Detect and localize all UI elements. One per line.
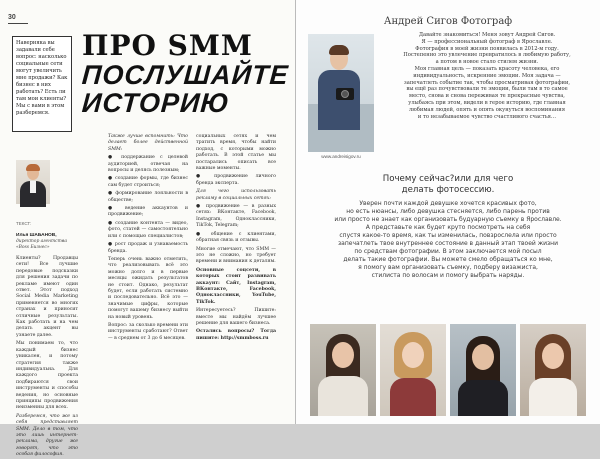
paragraph: социальных сетях и чем тратить время, чтобы найти подход, с которыми можно работать. В этой статье мы постарались описать все важные моменты. — [196, 134, 276, 172]
portfolio-photo — [520, 324, 586, 416]
heading-line: делать фотосессию. — [401, 185, 495, 195]
portfolio-photo — [310, 324, 376, 416]
list-item: ● общение с клиентами, обратная связь и отзывы. — [196, 231, 276, 244]
intro-line: Постепенно это увлечение превратилось в любимую работу, — [403, 52, 571, 59]
page-number-rule — [8, 23, 28, 24]
paragraph: Основные соцсети, в которых стоит развивать аккаунт: Сайт, Instagram, ВКонтакте, Facebook, Одноклассники, YouTube, TikTok. — [196, 267, 276, 305]
paragraph: Многие отмечают, что SMM — это не сложно, но требует времени и внимания к деталям. — [196, 246, 276, 265]
paragraph: Интересуетесь? Пишите: вместе мы найдём лучшее решение для вашего бизнеса. — [196, 308, 276, 326]
body-line: Уверен почти каждой девушке хочется красивых фото, — [359, 200, 537, 207]
intro-line: Фотография в моей жизни появилась в 2012-м году. — [415, 45, 559, 52]
intro-line: запечатлеть событие так, чтобы просматривая фотографии, — [403, 79, 571, 86]
paragraph: Разберемся, что же из себя представляет SMM. Дело в том, что это лишь интернет-реклама, другие же говорят, что это особая философия. — [16, 413, 78, 458]
intro-line: любимая людей, опять и опять окунуться воспоминания — [409, 106, 565, 113]
paragraph: Клиенты? Продавцы сети! Все лучшие передовые подсказки для решения задачи по рекламе имеют один ответ. Этот подход Social Media Marketing применяется во многих странах и приносит отличные результаты. Как работать и на чем делать акцент вы узнаете далее. — [16, 256, 78, 338]
body-line: спустя какое-то время, как ты изменилась, повзрослела или просто — [339, 232, 557, 239]
contact-line: Остались вопросы? Тогда пишите: http://smmboss.ru — [196, 329, 276, 341]
list-item: ● поддержание с целевой аудиторией, отвечая на вопросы и делясь полезным; — [108, 155, 188, 174]
right-page — [296, 0, 600, 424]
intro-line: место, снова и снова переживая те прекрасные чувства, — [409, 93, 565, 100]
author-photo — [16, 160, 50, 204]
left-page — [0, 0, 296, 458]
list-item: ● рост продаж и узнаваемость бренда. — [108, 242, 188, 254]
list-item: ● формирование лояльности в обществе; — [108, 191, 188, 203]
section-heading — [306, 174, 590, 196]
body-line: или просто не знает как организовать будуарную съемку в Ярославле. — [334, 216, 562, 223]
portfolio-photo — [450, 324, 516, 416]
article-column-3 — [196, 134, 276, 416]
page-number: 30 — [8, 14, 16, 21]
intro-line: вы ещё раз почувствовали те эмоции, были там в то самое — [406, 86, 568, 93]
author-name: Илья ШАБАНОВ, — [16, 233, 57, 238]
list-item: ● ведение аккаунтов и продвижение; — [108, 206, 188, 218]
author-label: ТЕКСТ: — [16, 221, 32, 226]
intro-line: Я — профессиональный фотограф в Ярославле. — [421, 38, 553, 45]
intro-line: индивидуальность, искренние эмоции. Моя задача — — [413, 72, 561, 79]
body-line: запечатлеть твое внутреннее состояние в данный этап твоей жизни — [337, 240, 559, 247]
intro-text — [382, 32, 592, 120]
list-item: ● создание контента — видео, фото, статей — самостоятельно или с помощью специалистов; — [108, 220, 188, 239]
portfolio-photo — [380, 324, 446, 416]
portfolio-gallery — [310, 324, 588, 416]
paragraph: Также лучше вспомнить: Что делает более действенной SMM: — [108, 134, 188, 152]
body-line: А представьте как будет круто посмотреть на себя — [365, 224, 531, 231]
body-line: делать такие фотографии. Вы можете смело обращаться ко мне, — [343, 256, 553, 263]
lead-box: Наверняка вы задавали себе вопрос: насколько социальные сети могут увеличить мне продажи? Как бизнес в них работать? Есть ли там мои клиенты? Мы с вами в этом разберемся. — [12, 36, 72, 132]
list-item: ● продвижение — в разных сетях: ВКонтакте, Facebook, Instagram, Одноклассники, TikTok, Telegram; — [196, 204, 276, 229]
paragraph: Для чего использовать рекламу в социальных сетях: — [196, 189, 276, 201]
intro-line: улыбаясь при этом, видели в герое историю, где главная — [408, 99, 566, 106]
ad-title: Андрей Сигов Фотограф — [383, 16, 513, 27]
article-headline — [80, 29, 292, 118]
intro-line: Моя главная цель — показать красоту человека, его — [414, 65, 560, 72]
body-line: по средствам фотографии. В этом заключается мой посыл — [354, 248, 542, 255]
headline-line-2: ПОСЛУШАЙТЕ — [80, 60, 290, 90]
headline-line-1: ПРО SMM — [82, 29, 253, 62]
intro-line: а потом в новое стало стилем жизни. — [435, 59, 539, 66]
paragraph: Теперь очень важно отметить, что реализовывать всё это можно долго и в первые месяцы ожидать результатов не стоит. Однако, результат будет, если работать системно и последовательно. Всё это — значимые цифры, которые помогут вашему бизнесу выйти на новый уровень. — [108, 256, 188, 320]
list-item: ● создание формы, где бизнес сам будет строиться; — [108, 176, 188, 188]
paragraph: Мы понимаем то, что каждый бизнес уникален, и потому стратегия также индивидуальна. Для каждого проекта подбираются свои инструменты и способы ведения, но основные принципы продвижения неизменны для всех. — [16, 341, 78, 411]
photographer-photo — [308, 34, 374, 152]
intro-line: Давайте знакомиться! Меня зовут Андрей Сигов. — [418, 32, 556, 38]
article-column-1 — [16, 256, 78, 458]
heading-line: Почему сейчас?или для чего — [382, 174, 514, 184]
headline-line-3: ИСТОРИЮ — [80, 88, 231, 118]
body-line: стилиста по волосам и помогу выбрать наряды. — [371, 272, 525, 279]
section-body — [308, 200, 588, 280]
paragraph: Вопрос: за сколько времени эти инструменты сработают? Ответ — в среднем от 3 до 6 месяцев. — [108, 322, 188, 341]
author-role: директор агентства «Boss Бизнес» — [16, 239, 67, 250]
body-line: я помогу вам организовать съемку, подберу визажиста, — [358, 264, 538, 271]
list-item: ● продвижение личного бренда эксперта. — [196, 174, 276, 186]
website-url: www.andreisigov.ru — [321, 154, 361, 159]
article-column-2 — [108, 134, 188, 416]
body-line: но есть нюансы, либо девушка стесняется, либо парень против — [346, 208, 550, 215]
intro-line: и то незабываемое чувство счастливого счастья… — [417, 113, 557, 120]
